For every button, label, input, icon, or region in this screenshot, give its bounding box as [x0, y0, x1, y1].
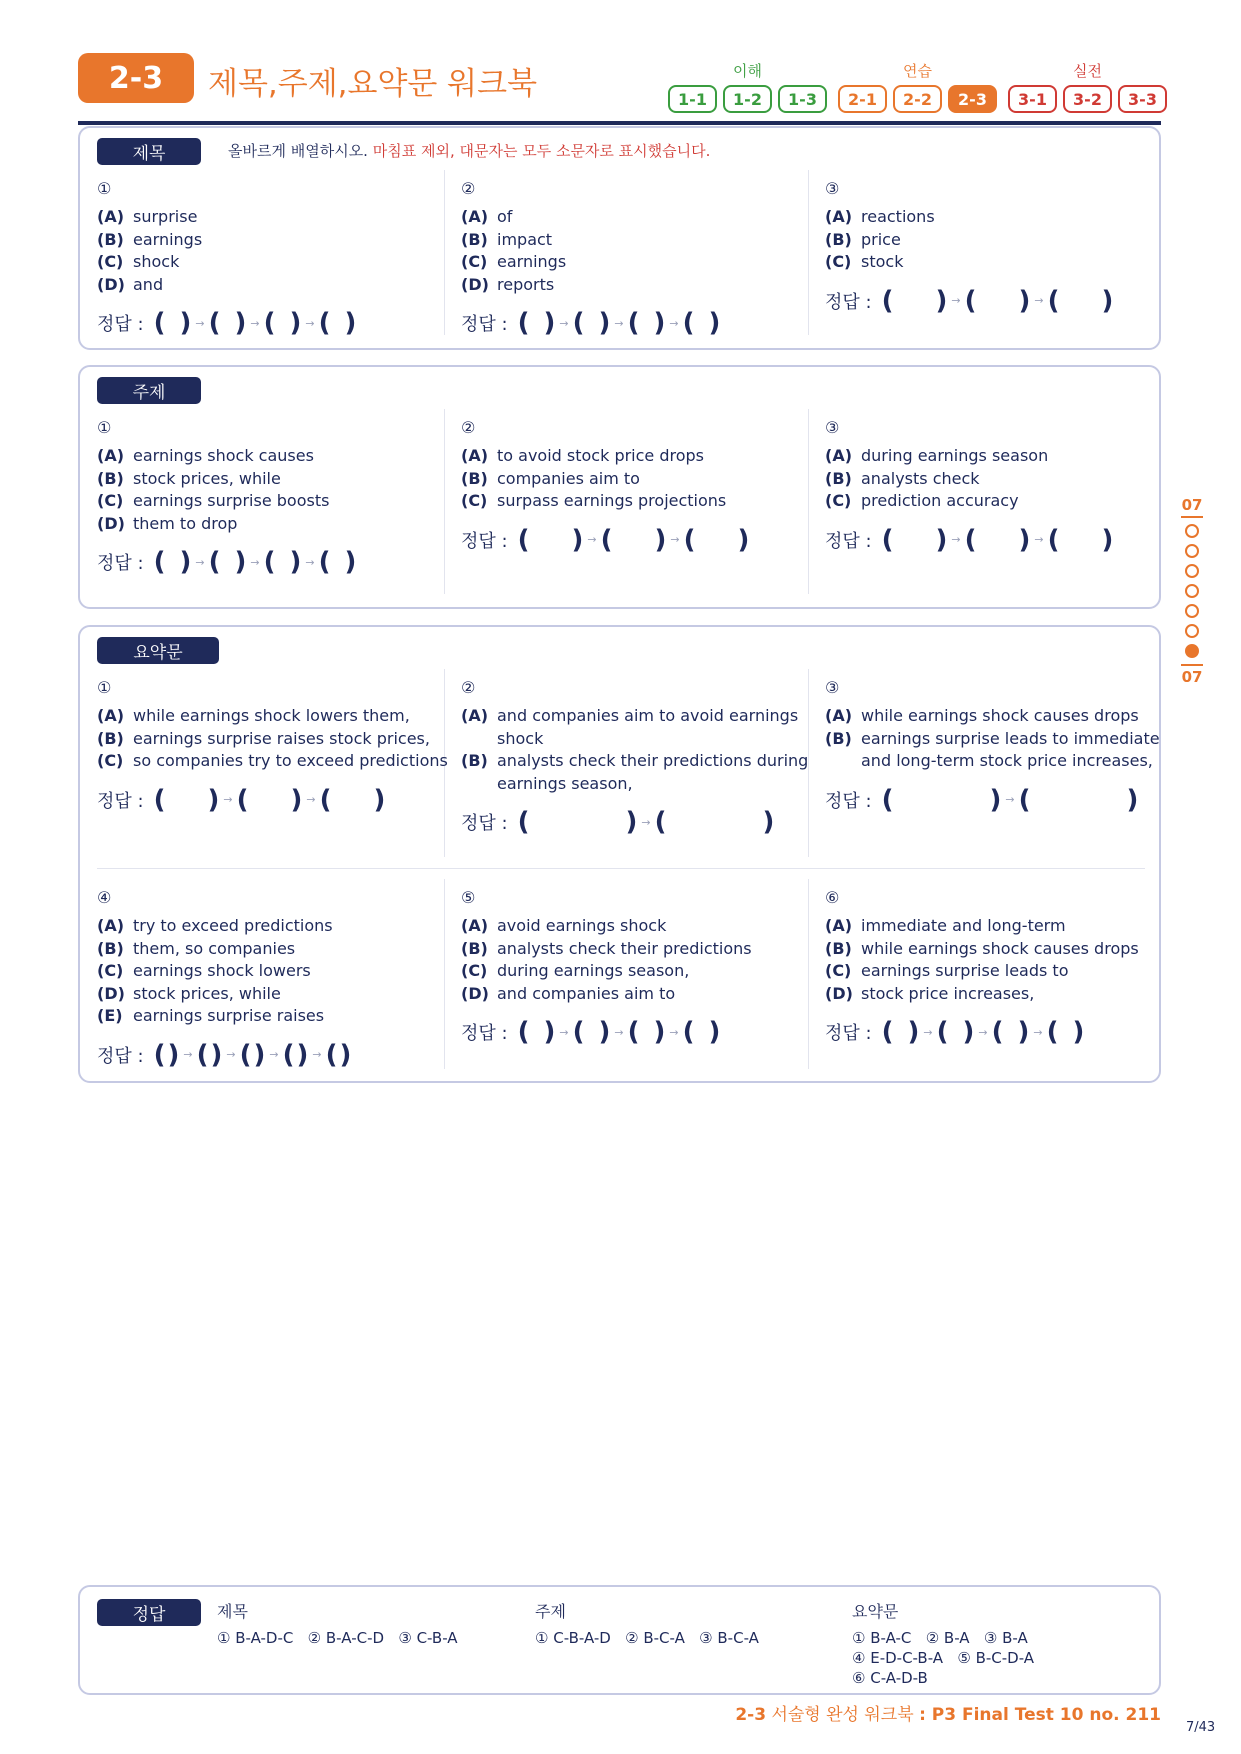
step-1-3[interactable]: 1-3	[778, 85, 827, 113]
answer-blanks[interactable]: 정답 : ( ) → ( )	[461, 807, 775, 837]
option-c: (C) surpass earnings projections	[461, 491, 727, 510]
option-b: (B) analysts check	[825, 468, 980, 488]
item-number: ②	[461, 179, 476, 198]
progress-dot	[1185, 564, 1199, 578]
option-c: (C) earnings surprise leads to	[825, 961, 1069, 980]
answer-key-label: 정답	[97, 1599, 201, 1626]
item-number: ③	[825, 179, 840, 198]
answer-blanks[interactable]: 정답 : ( ) → ( ) → ( ) → ( ) → ( )	[97, 1039, 352, 1070]
option-a: (A) during earnings season	[825, 446, 1049, 465]
option-b: (B) stock prices, while	[97, 468, 281, 488]
answer-group-summary: 요약문 ① B-A-C ② B-A ③ B-A ④ E-D-C-B-A ⑤ B-C-D-A ⑥ C-A-D-B	[852, 1602, 1035, 1687]
item-number: ③	[825, 418, 840, 437]
item-number: ⑥	[825, 888, 840, 907]
title-item-3	[825, 178, 1189, 314]
header-divider	[78, 121, 1161, 125]
option-c: (C) so companies try to exceed predictions	[97, 751, 448, 770]
option-a: (A) surprise	[97, 207, 198, 226]
progress-dot	[1185, 604, 1199, 618]
summary-item-6	[825, 887, 1189, 1045]
title-item-1	[97, 178, 461, 336]
option-d: (D) stock price increases,	[825, 983, 1035, 1003]
answer-blanks[interactable]: 정답 : ( ) → ( ) → ( )	[825, 524, 1114, 555]
item-number: ①	[97, 678, 112, 697]
answer-blanks[interactable]: 정답 : ( ) → ( ) → ( )	[461, 524, 750, 555]
summary-item-5	[461, 887, 825, 1045]
progress-dot-current	[1185, 644, 1199, 658]
answer-key-box	[78, 1585, 1161, 1695]
group-label-real: 실전	[1073, 62, 1102, 80]
side-index-number-bottom: 07	[1181, 668, 1203, 686]
summary-item-2	[461, 677, 825, 835]
answer-blanks[interactable]: 정답 : ( ) → ( ) → ( ) → ( )	[97, 547, 357, 577]
option-d: (D) them to drop	[97, 513, 238, 533]
progress-dot	[1185, 524, 1199, 538]
answer-blanks[interactable]: 정답 : ( ) → ( ) → ( ) → ( )	[461, 308, 721, 338]
summary-item-4	[97, 887, 461, 1068]
progress-dot	[1185, 584, 1199, 598]
summary-section-label: 요약문	[97, 637, 219, 664]
step-2-3-active[interactable]: 2-3	[948, 85, 997, 113]
progress-dot	[1185, 624, 1199, 638]
option-a: (A) while earnings shock causes drops	[825, 706, 1139, 725]
option-c: (C) stock	[825, 252, 904, 271]
item-number: ②	[461, 678, 476, 697]
option-c: (C) prediction accuracy	[825, 491, 1019, 510]
answer-blanks[interactable]: 정답 : ( ) → ( ) → ( ) → ( )	[461, 1017, 721, 1047]
option-c: (C) earnings	[461, 252, 567, 271]
answer-blanks[interactable]: 정답 : ( ) → ( ) → ( )	[97, 784, 386, 815]
option-e: (E) earnings surprise raises	[97, 1006, 325, 1025]
group-label-understand: 이해	[733, 62, 762, 80]
side-index-number-top: 07	[1181, 496, 1203, 514]
topic-item-2	[461, 417, 825, 553]
option-a: (A) immediate and long-term	[825, 916, 1066, 935]
answer-blanks[interactable]: 정답 : ( ) → ( )	[825, 784, 1139, 815]
option-d: (D) and	[97, 274, 164, 294]
step-2-2[interactable]: 2-2	[893, 85, 942, 113]
option-b: (B) them, so companies	[97, 938, 296, 958]
answer-group-title: 제목 ① B-A-D-C ② B-A-C-D ③ C-B-A	[217, 1602, 458, 1647]
option-b: (B) while earnings shock causes drops	[825, 938, 1139, 958]
step-3-2[interactable]: 3-2	[1063, 85, 1112, 113]
item-number: ①	[97, 418, 112, 437]
step-group-real	[1008, 85, 1167, 113]
option-d: (D) stock prices, while	[97, 983, 281, 1003]
step-2-1[interactable]: 2-1	[838, 85, 887, 113]
item-number: ⑤	[461, 888, 476, 907]
answer-group-topic: 주제 ① C-B-A-D ② B-C-A ③ B-C-A	[535, 1602, 759, 1647]
row-divider	[97, 868, 1145, 869]
answer-blanks[interactable]: 정답 : ( ) → ( ) → ( ) → ( )	[97, 308, 357, 338]
instruction-note: 마침표 제외, 대문자는 모두 소문자로 표시했습니다.	[367, 142, 711, 160]
option-b: (B) price	[825, 229, 901, 249]
option-c: (C) earnings surprise boosts	[97, 491, 330, 510]
option-b: (B) earnings	[97, 229, 203, 249]
topic-item-3	[825, 417, 1189, 553]
section-badge: 2-3	[78, 53, 194, 103]
option-c: (C) shock	[97, 252, 180, 271]
option-b: (B) impact	[461, 229, 553, 249]
footer-source: 2-3 서술형 완성 워크북 : P3 Final Test 10 no. 211	[735, 1705, 1161, 1725]
option-d: (D) and companies aim to	[461, 983, 676, 1003]
step-3-1[interactable]: 3-1	[1008, 85, 1057, 113]
item-number: ①	[97, 179, 112, 198]
option-c: (C) during earnings season,	[461, 961, 690, 980]
item-number: ③	[825, 678, 840, 697]
option-a: (A) reactions	[825, 207, 935, 226]
instruction	[228, 140, 710, 161]
summary-item-1	[97, 677, 461, 813]
option-c: (C) earnings shock lowers	[97, 961, 311, 980]
option-b: (B) analysts check their predictions during earnings season,	[461, 751, 809, 793]
topic-panel	[78, 365, 1161, 609]
step-group-understand	[668, 85, 827, 113]
title-section-label: 제목	[97, 138, 201, 165]
progress-dot	[1185, 544, 1199, 558]
step-1-2[interactable]: 1-2	[723, 85, 772, 113]
option-a: (A) while earnings shock lowers them,	[97, 706, 410, 725]
step-group-practice	[838, 85, 997, 113]
item-number: ④	[97, 888, 112, 907]
option-b: (B) earnings surprise leads to immediate and long-term stock price increases,	[825, 728, 1160, 770]
page-title: 제목,주제,요약문 워크북	[208, 66, 538, 102]
option-a: (A) to avoid stock price drops	[461, 446, 705, 465]
item-number: ②	[461, 418, 476, 437]
option-b: (B) companies aim to	[461, 468, 640, 488]
option-a: (A) try to exceed predictions	[97, 916, 333, 935]
option-a: (A) earnings shock causes	[97, 446, 314, 465]
step-1-1[interactable]: 1-1	[668, 85, 717, 113]
option-a: (A) and companies aim to avoid earnings shock	[461, 706, 799, 748]
title-item-2	[461, 178, 825, 336]
option-a: (A) avoid earnings shock	[461, 916, 667, 935]
instruction-text: 올바르게 배열하시오.	[228, 142, 368, 160]
step-3-3[interactable]: 3-3	[1118, 85, 1167, 113]
option-b: (B) earnings surprise raises stock prices,	[97, 728, 430, 748]
side-progress-index	[1178, 496, 1206, 686]
answer-blanks[interactable]: 정답 : ( ) → ( ) → ( )	[825, 285, 1114, 316]
summary-panel	[78, 625, 1161, 1083]
side-index-bar	[1181, 664, 1203, 666]
option-d: (D) reports	[461, 274, 555, 294]
option-a: (A) of	[461, 207, 513, 226]
topic-item-1	[97, 417, 461, 575]
title-panel	[78, 126, 1161, 350]
side-index-bar	[1181, 516, 1203, 518]
answer-blanks[interactable]: 정답 : ( ) → ( ) → ( ) → ( )	[825, 1017, 1085, 1047]
summary-item-3	[825, 677, 1189, 813]
topic-section-label: 주제	[97, 377, 201, 404]
page-number: 7/43	[1186, 1720, 1216, 1735]
option-b: (B) analysts check their predictions	[461, 938, 752, 958]
group-label-practice: 연습	[903, 62, 932, 80]
